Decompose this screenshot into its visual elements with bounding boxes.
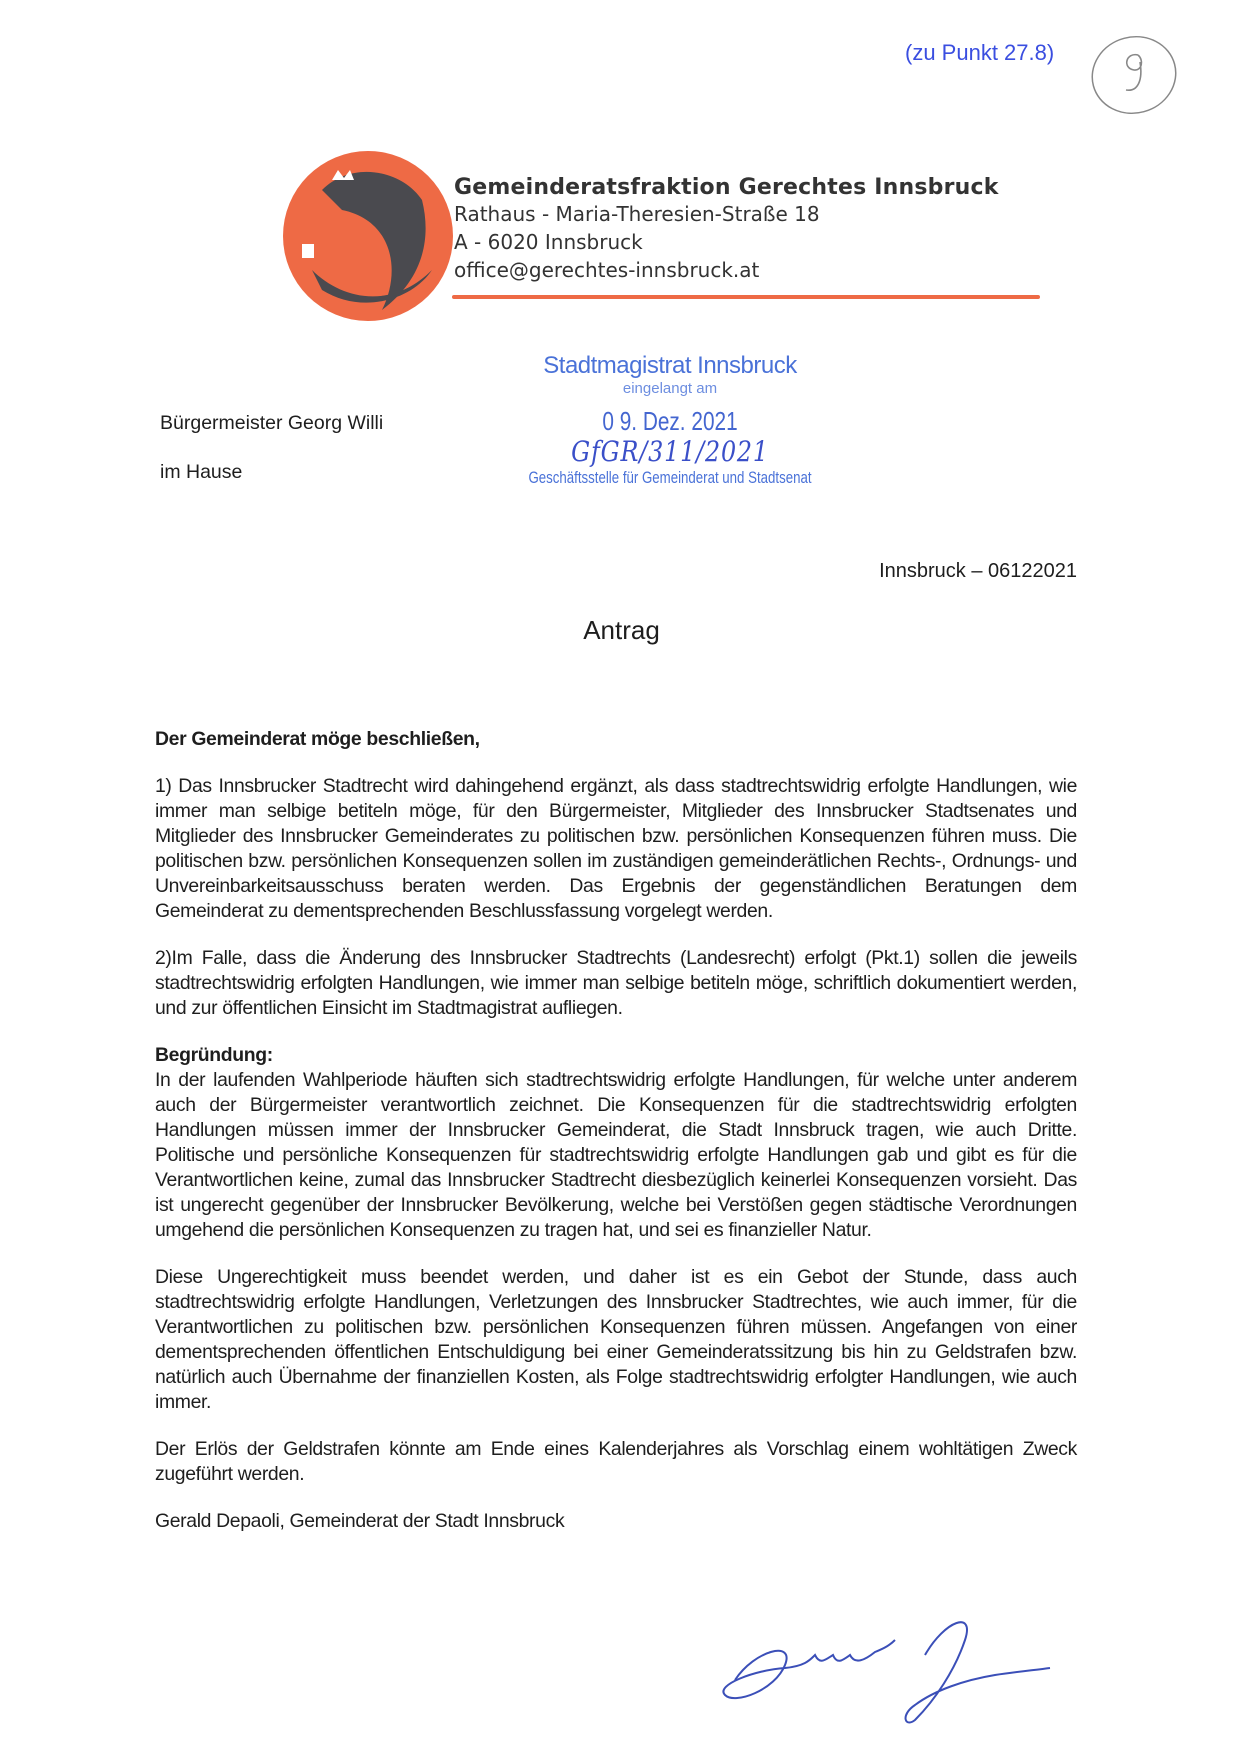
party-logo bbox=[282, 150, 454, 322]
document-title: Antrag bbox=[583, 615, 660, 645]
reason-paragraph-1: In der laufenden Wahlperiode häuften sich stadtrechtswidrig erfolgte Handlungen, für welche unter anderem auch der Bürgermeister verantwortlich zeichnet. Die Konsequenzen für die stadtrechtswidrig erfolgten Handlungen müssen immer der Innsbrucker Gemeinderat, die Stadt Innsbruck tragen, wie auch Dritte. Politische und persönliche Konsequenzen für stadtrechtswidrig erfolgte Handlungen gab und gibt es für die Verantwortlichen keine, zumal das Innsbrucker Stadtrecht diesbezüglich keinerlei Konsequenzen vorsieht. Das ist ungerecht gegenüber der Innsbrucker Bevölkerung, welche bei Verstößen gegen städtische Verordnungen umgehend die persönlichen Konsequenzen zu tragen hat, und sei es finanzieller Natur. bbox=[155, 1069, 1077, 1241]
stamp-office: Geschäftsstelle für Gemeinderat und Stadtsenat bbox=[528, 468, 812, 487]
stamp-authority: Stadtmagistrat Innsbruck bbox=[543, 352, 797, 379]
signatory: Gerald Depaoli, Gemeinderat der Stadt Innsbruck bbox=[155, 1510, 565, 1532]
letterhead-divider bbox=[452, 295, 1040, 299]
letterhead-title: Gemeinderatsfraktion Gerechtes Innsbruck bbox=[454, 175, 999, 200]
reason-paragraph-2: Diese Ungerechtigkeit muss beendet werden, und daher ist es ein Gebot der Stunde, dass auch stadtrechtswidrig erfolgte Handlungen, Verletzungen des Innsbrucker Stadtrechtes, wie auch immer, für die Verantwortlichen zu politischen bzw. persönlichen Konsequenzen führen müssen. Angefangen von einer dementsprechenden öffentlichen Entschuldigung bei einer Gemeinderatssitzung bis hin zu Geldstrafen bzw. natürlich auch Übernahme der finanziellen Kosten, als Folge stadtrechtswidrig erfolgter Handlungen, wie auch immer. bbox=[155, 1266, 1077, 1413]
agenda-reference: (zu Punkt 27.8) bbox=[905, 40, 1055, 65]
intro: Der Gemeinderat möge beschließen, bbox=[155, 728, 480, 750]
stamp-received-label: eingelangt am bbox=[622, 380, 718, 397]
recipient-name: Bürgermeister Georg Willi bbox=[160, 412, 384, 434]
recipient bbox=[160, 412, 383, 510]
stamp-date: 0 9. Dez. 2021 bbox=[602, 406, 738, 436]
handwritten-page-number bbox=[1088, 30, 1180, 120]
stamp-file-number: GfGR/311/2021 bbox=[571, 435, 769, 468]
received-stamp bbox=[470, 352, 870, 488]
document-body bbox=[155, 727, 1077, 1534]
letterhead-email: office@gerechtes-innsbruck.at bbox=[454, 258, 760, 282]
recipient-location: im Hause bbox=[160, 461, 243, 483]
point-1: 1) Das Innsbrucker Stadtrecht wird dahingehend ergänzt, als dass stadtrechtswidrig erfolgte Handlungen, wie immer man selbige betiteln möge, für den Bürgermeister, Mitglieder des Innsbrucker Stadtsenates und Mitglieder des Innsbrucker Gemeinderates zu politischen bzw. persönlichen Konsequenzen führen muss. Die politischen bzw. persönlichen Konsequenzen sollen im zuständigen gemeinderätlichen Rechts-, Ordnungs- und Unvereinbarkeitsausschuss beraten werden. Das Ergebnis der gegenständlichen Beratungen dem Gemeinderat zu dementsprechenden Beschlussfassung vorgelegt werden. bbox=[155, 775, 1077, 922]
letterhead-address2: A - 6020 Innsbruck bbox=[454, 230, 643, 254]
reason-heading: Begründung: bbox=[155, 1044, 273, 1066]
letterhead-address1: Rathaus - Maria-Theresien-Straße 18 bbox=[454, 202, 820, 226]
reason-paragraph-3: Der Erlös der Geldstrafen könnte am Ende eines Kalenderjahres als Vorschlag einem wohltätigen Zweck zugeführt werden. bbox=[155, 1438, 1077, 1485]
place-date: Innsbruck – 06122021 bbox=[879, 560, 1077, 582]
handwritten-signature bbox=[715, 1610, 1060, 1725]
letterhead bbox=[454, 175, 999, 284]
point-2: 2)Im Falle, dass die Änderung des Innsbrucker Stadtrechts (Landesrecht) erfolgt (Pkt.1) sollen die jeweils stadtrechtswidrig erfolgten Handlungen, wie immer man selbige betiteln möge, schriftlich dokumentiert werden, und zur öffentlichen Einsicht im Stadtmagistrat aufliegen. bbox=[155, 947, 1077, 1019]
